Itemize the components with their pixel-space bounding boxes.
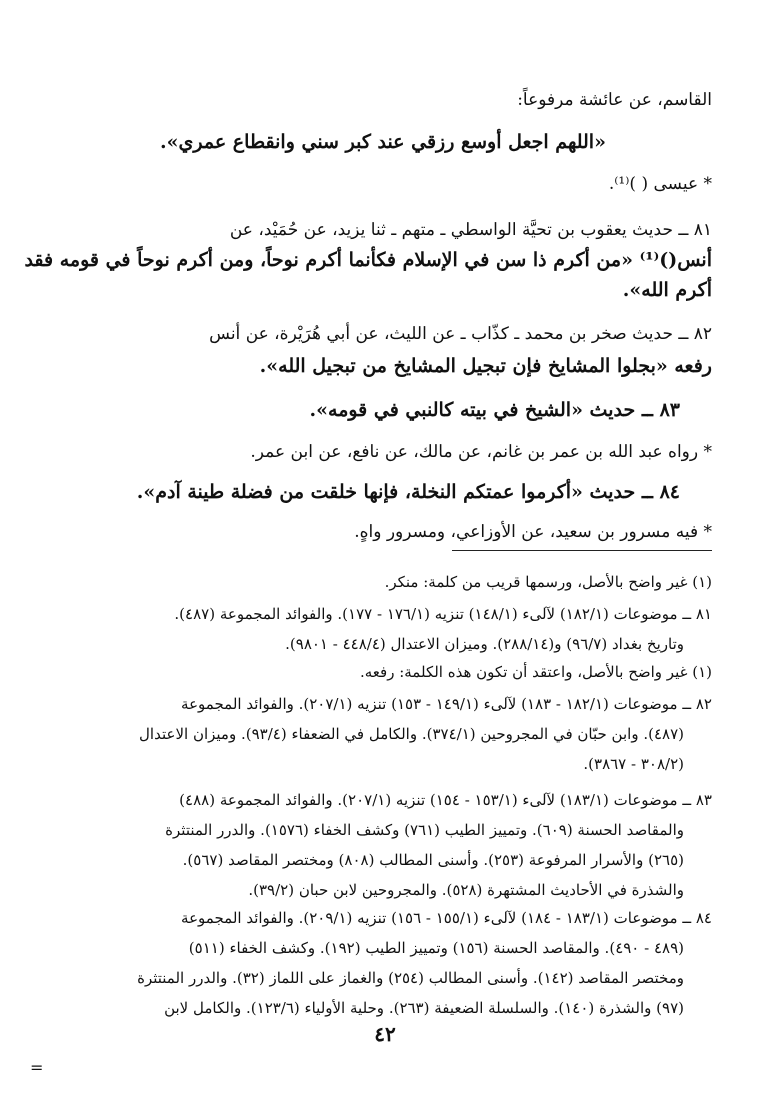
hadith-84-note: * فيه مسرور بن سعيد، عن الأوزاعي، ومسرور واهٍ. xyxy=(354,522,712,542)
footnote-82-line-1: ٨٢ ــ موضوعات (١٨٢/١ - ١٨٣) لآلىء (١٤٩/١ - ١٥٣) تنزيه (٢٠٧/١). والفوائد المجموعة xyxy=(181,695,712,713)
hadith-82-line-1: ٨٢ ــ حديث صخر بن محمد ـ كذّاب ـ عن الليث، عن أبي هُرَيْرة، عن أنس xyxy=(209,324,712,344)
footnote-1: (١) غير واضح بالأصل، ورسمها قريب من كلمة: منكر. xyxy=(384,573,712,591)
footnote-82-line-2: (٤٨٧). وابن حبّان في المجروحين (٣٧٤/١). والكامل في الضعفاء (٩٣/٤). وميزان الاعتدال xyxy=(139,725,684,743)
hadith-82-line-2: رفعه «بجلوا المشايخ فإن تبجيل المشايخ من تبجيل الله». xyxy=(259,355,712,377)
hadith-83-note: * رواه عبد الله بن عمر بن غانم، عن مالك، عن نافع، عن ابن عمر. xyxy=(250,442,712,462)
footnote-divider xyxy=(452,550,712,551)
footnote-83-line-1: ٨٣ ــ موضوعات (١٨٣/١) لآلىء (١٥٣/١ - ١٥٤) تنزيه (٢٠٧/١). والفوائد المجموعة (٤٨٨) xyxy=(179,791,712,809)
continuation-mark: = xyxy=(30,1058,44,1077)
footnote-83-line-2: والمقاصد الحسنة (٦٠٩). وتمييز الطيب (٧٦١) وكشف الخفاء (١٥٧٦). والدرر المنتثرة xyxy=(165,821,684,839)
page-number: ٤٢ xyxy=(374,1022,396,1046)
hadith-81-line-2: أنس()⁽¹⁾ «من أكرم ذا سن في الإسلام فكأنما أكرم نوحاً، ومن أكرم نوحاً في قومه فقد xyxy=(24,249,712,271)
footnote-2: (١) غير واضح بالأصل، واعتقد أن تكون هذه الكلمة: رفعه. xyxy=(359,663,712,681)
footnote-81-line-2: وتاريخ بغداد (٩٦/٧) و(٢٨٨/١٤). وميزان الاعتدال (٤٤٨/٤ - ٩٨٠١). xyxy=(285,635,684,653)
note-line: * عيسى ( )⁽¹⁾. xyxy=(608,174,712,194)
footnote-83-line-3: (٢٦٥) والأسرار المرفوعة (٢٥٣). وأسنى المطالب (٨٠٨) ومختصر المقاصد (٥٦٧). xyxy=(182,851,684,869)
text-line: القاسم، عن عائشة مرفوعاً: xyxy=(517,90,712,110)
hadith-quote: «اللهم اجعل أوسع رزقي عند كبر سني وانقطاع عمري». xyxy=(160,131,606,153)
footnote-84-line-4: (٩٧) والشذرة (١٤٠). والسلسلة الضعيفة (٢٦٣). وحلية الأولياء (١٢٣/٦). والكامل لابن xyxy=(164,999,684,1017)
footnote-84-line-2: (٤٨٩ - ٤٩٠). والمقاصد الحسنة (١٥٦) وتمييز الطيب (١٩٢). وكشف الخفاء (٥١١) xyxy=(188,939,684,957)
hadith-81-line-3: أكرم الله». xyxy=(622,279,712,301)
footnote-83-line-4: والشذرة في الأحاديث المشتهرة (٥٢٨). والمجروحين لابن حبان (٣٩/٢). xyxy=(248,881,684,899)
footnote-84-line-1: ٨٤ ــ موضوعات (١٨٣/١ - ١٨٤) لآلىء (١٥٥/١ - ١٥٦) تنزيه (٢٠٩/١). والفوائد المجموعة xyxy=(181,909,712,927)
footnote-81-line-1: ٨١ ــ موضوعات (١٨٢/١) لآلىء (١٤٨/١) تنزيه (١٧٦/١ - ١٧٧). والفوائد المجموعة (٤٨٧). xyxy=(174,605,712,623)
footnote-84-line-3: ومختصر المقاصد (١٤٢). وأسنى المطالب (٢٥٤) والغماز على اللماز (٣٢). والدرر المنتثرة xyxy=(137,969,684,987)
hadith-84: ٨٤ ــ حديث «أكرموا عمتكم النخلة، فإنها خلقت من فضلة طينة آدم». xyxy=(136,481,680,503)
footnote-82-line-3: (٣٠٨/٢ - ٣٨٦٧). xyxy=(583,755,684,773)
hadith-81-line-1: ٨١ ــ حديث يعقوب بن تحيَّة الواسطي ـ متهم ـ ثنا يزيد، عن حُمَيْد، عن xyxy=(229,220,712,240)
hadith-83: ٨٣ ــ حديث «الشيخ في بيته كالنبي في قومه». xyxy=(309,399,680,421)
